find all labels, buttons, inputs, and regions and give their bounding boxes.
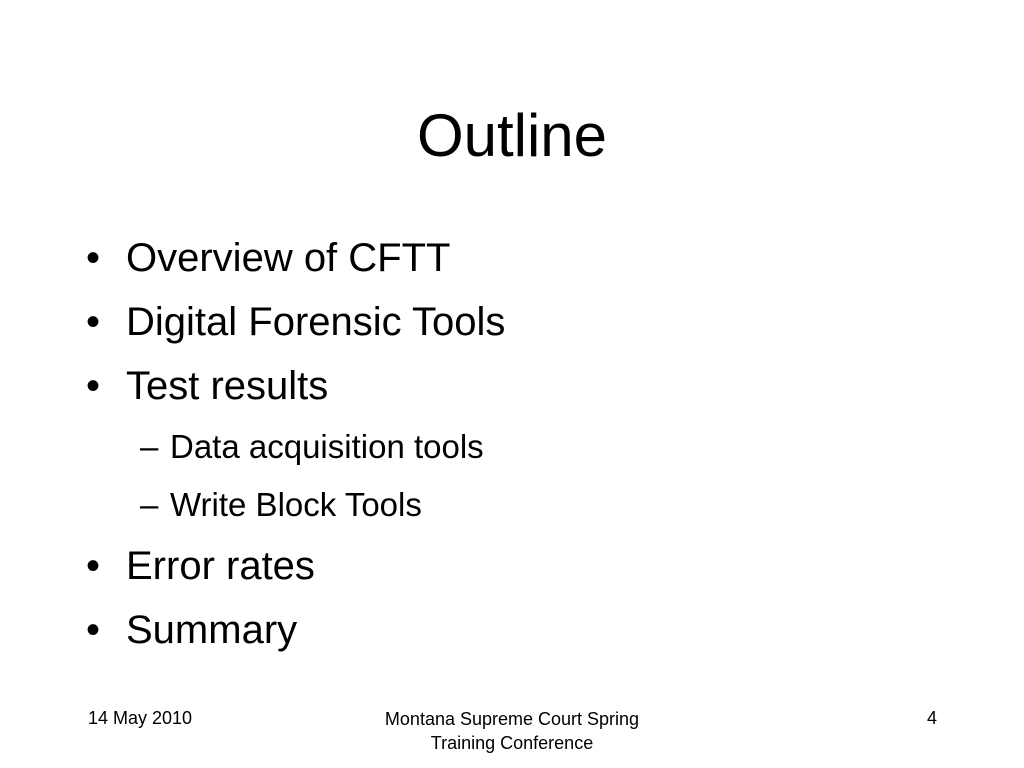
sublist-item-label: Data acquisition tools	[170, 428, 484, 465]
list-item-label: Overview of CFTT	[126, 236, 451, 280]
list-item-digital-forensic-tools	[86, 290, 966, 354]
footer-event-line2: Training Conference	[430, 733, 594, 753]
footer-page-number: 4	[926, 708, 937, 728]
test-results-sublist	[86, 418, 966, 534]
list-item-label: Test results	[126, 364, 329, 408]
dash-icon: –	[140, 486, 159, 523]
list-item-overview	[86, 226, 966, 290]
bullet-icon: •	[86, 364, 101, 408]
bullet-icon: •	[86, 236, 101, 280]
slide-title: Outline	[416, 102, 608, 169]
list-item-label: Summary	[126, 608, 298, 652]
list-item-summary	[86, 598, 966, 662]
bullet-icon: •	[86, 300, 101, 344]
outline-list	[86, 226, 966, 662]
list-item-label: Error rates	[126, 544, 315, 588]
sublist-item-write-block	[86, 476, 966, 534]
sublist-container	[86, 418, 966, 534]
list-item-label: Digital Forensic Tools	[126, 300, 506, 344]
bullet-icon: •	[86, 608, 101, 652]
list-item-test-results	[86, 354, 966, 418]
list-item-error-rates	[86, 534, 966, 598]
bullet-icon: •	[86, 544, 101, 588]
dash-icon: –	[140, 428, 159, 465]
footer-event-line1: Montana Supreme Court Spring	[384, 709, 640, 729]
sublist-item-data-acquisition	[86, 418, 966, 476]
footer-event	[312, 707, 712, 755]
footer-date: 14 May 2010	[88, 708, 193, 728]
sublist-item-label: Write Block Tools	[170, 486, 422, 523]
